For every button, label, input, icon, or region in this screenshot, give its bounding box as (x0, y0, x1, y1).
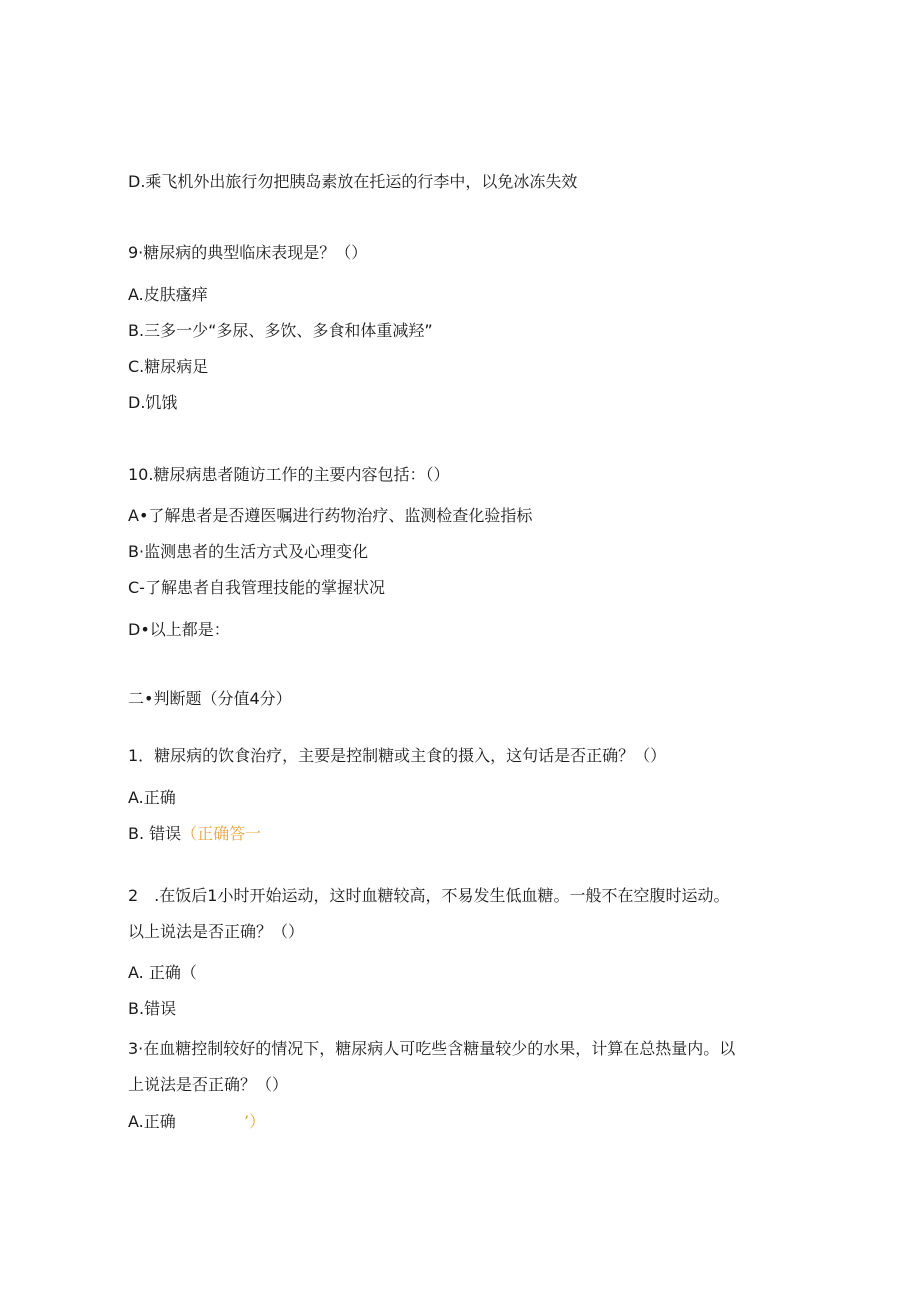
q10-option-d: D•以上都是： (128, 620, 230, 639)
j3-option-a: A.正确 (128, 1112, 176, 1131)
q9-option-b: B.三多一少“多尿、多饮、多食和体重减羟” (128, 321, 433, 340)
j2-option-a: A. 正确（ (128, 963, 197, 982)
q10-option-b: B·监测患者的生活方式及心理变化 (128, 542, 369, 561)
j2-question-line1: 2 .在饭后1小时开始运动，这时血糖较高，不易发生低血糖。一般不在空腹时运动。 (128, 886, 730, 905)
j1-answer-note: （正确答一 (181, 824, 262, 843)
q10-option-a: A•了解患者是否遵医嘱进行药物治疗、监测检查化验指标 (128, 506, 533, 525)
j3-question-line2: 上说法是否正确？（） (128, 1075, 289, 1094)
j1-option-b-row (128, 824, 261, 844)
j2-question-line2: 以上说法是否正确？（） (128, 922, 305, 941)
j1-option-a: A.正确 (128, 788, 176, 807)
j3-question-line1: 3·在血糖控制较好的情况下，糖尿病人可吃些含糖量较少的水果，计算在总热量内。以 (128, 1039, 736, 1058)
q10-option-c: C-了解患者自我管理技能的掌握状况 (128, 578, 385, 597)
section-heading: 二•判断题（分值4分） (128, 689, 292, 708)
j3-answer-note: ’） (244, 1112, 266, 1131)
j1-option-b: B. 错误 (128, 824, 182, 843)
j1-question: 1．糖尿病的饮食治疗，主要是控制糖或主食的摄入，这句话是否正确？（） (128, 746, 667, 765)
q9-option-c: C.糖尿病足 (128, 357, 209, 376)
q9-option-d: D.饥饿 (128, 393, 178, 412)
q10-question: 10.糖尿病患者随访工作的主要内容包括：（） (128, 465, 450, 484)
q9-question: 9·糖尿病的典型临床表现是？（） (128, 243, 368, 262)
q8-option-d: D.乘飞机外出旅行勿把胰岛素放在托运的行李中，以免冰冻失效 (128, 172, 578, 191)
j2-option-b: B.错误 (128, 999, 177, 1018)
q9-option-a: A.皮肤瘙痒 (128, 285, 208, 304)
